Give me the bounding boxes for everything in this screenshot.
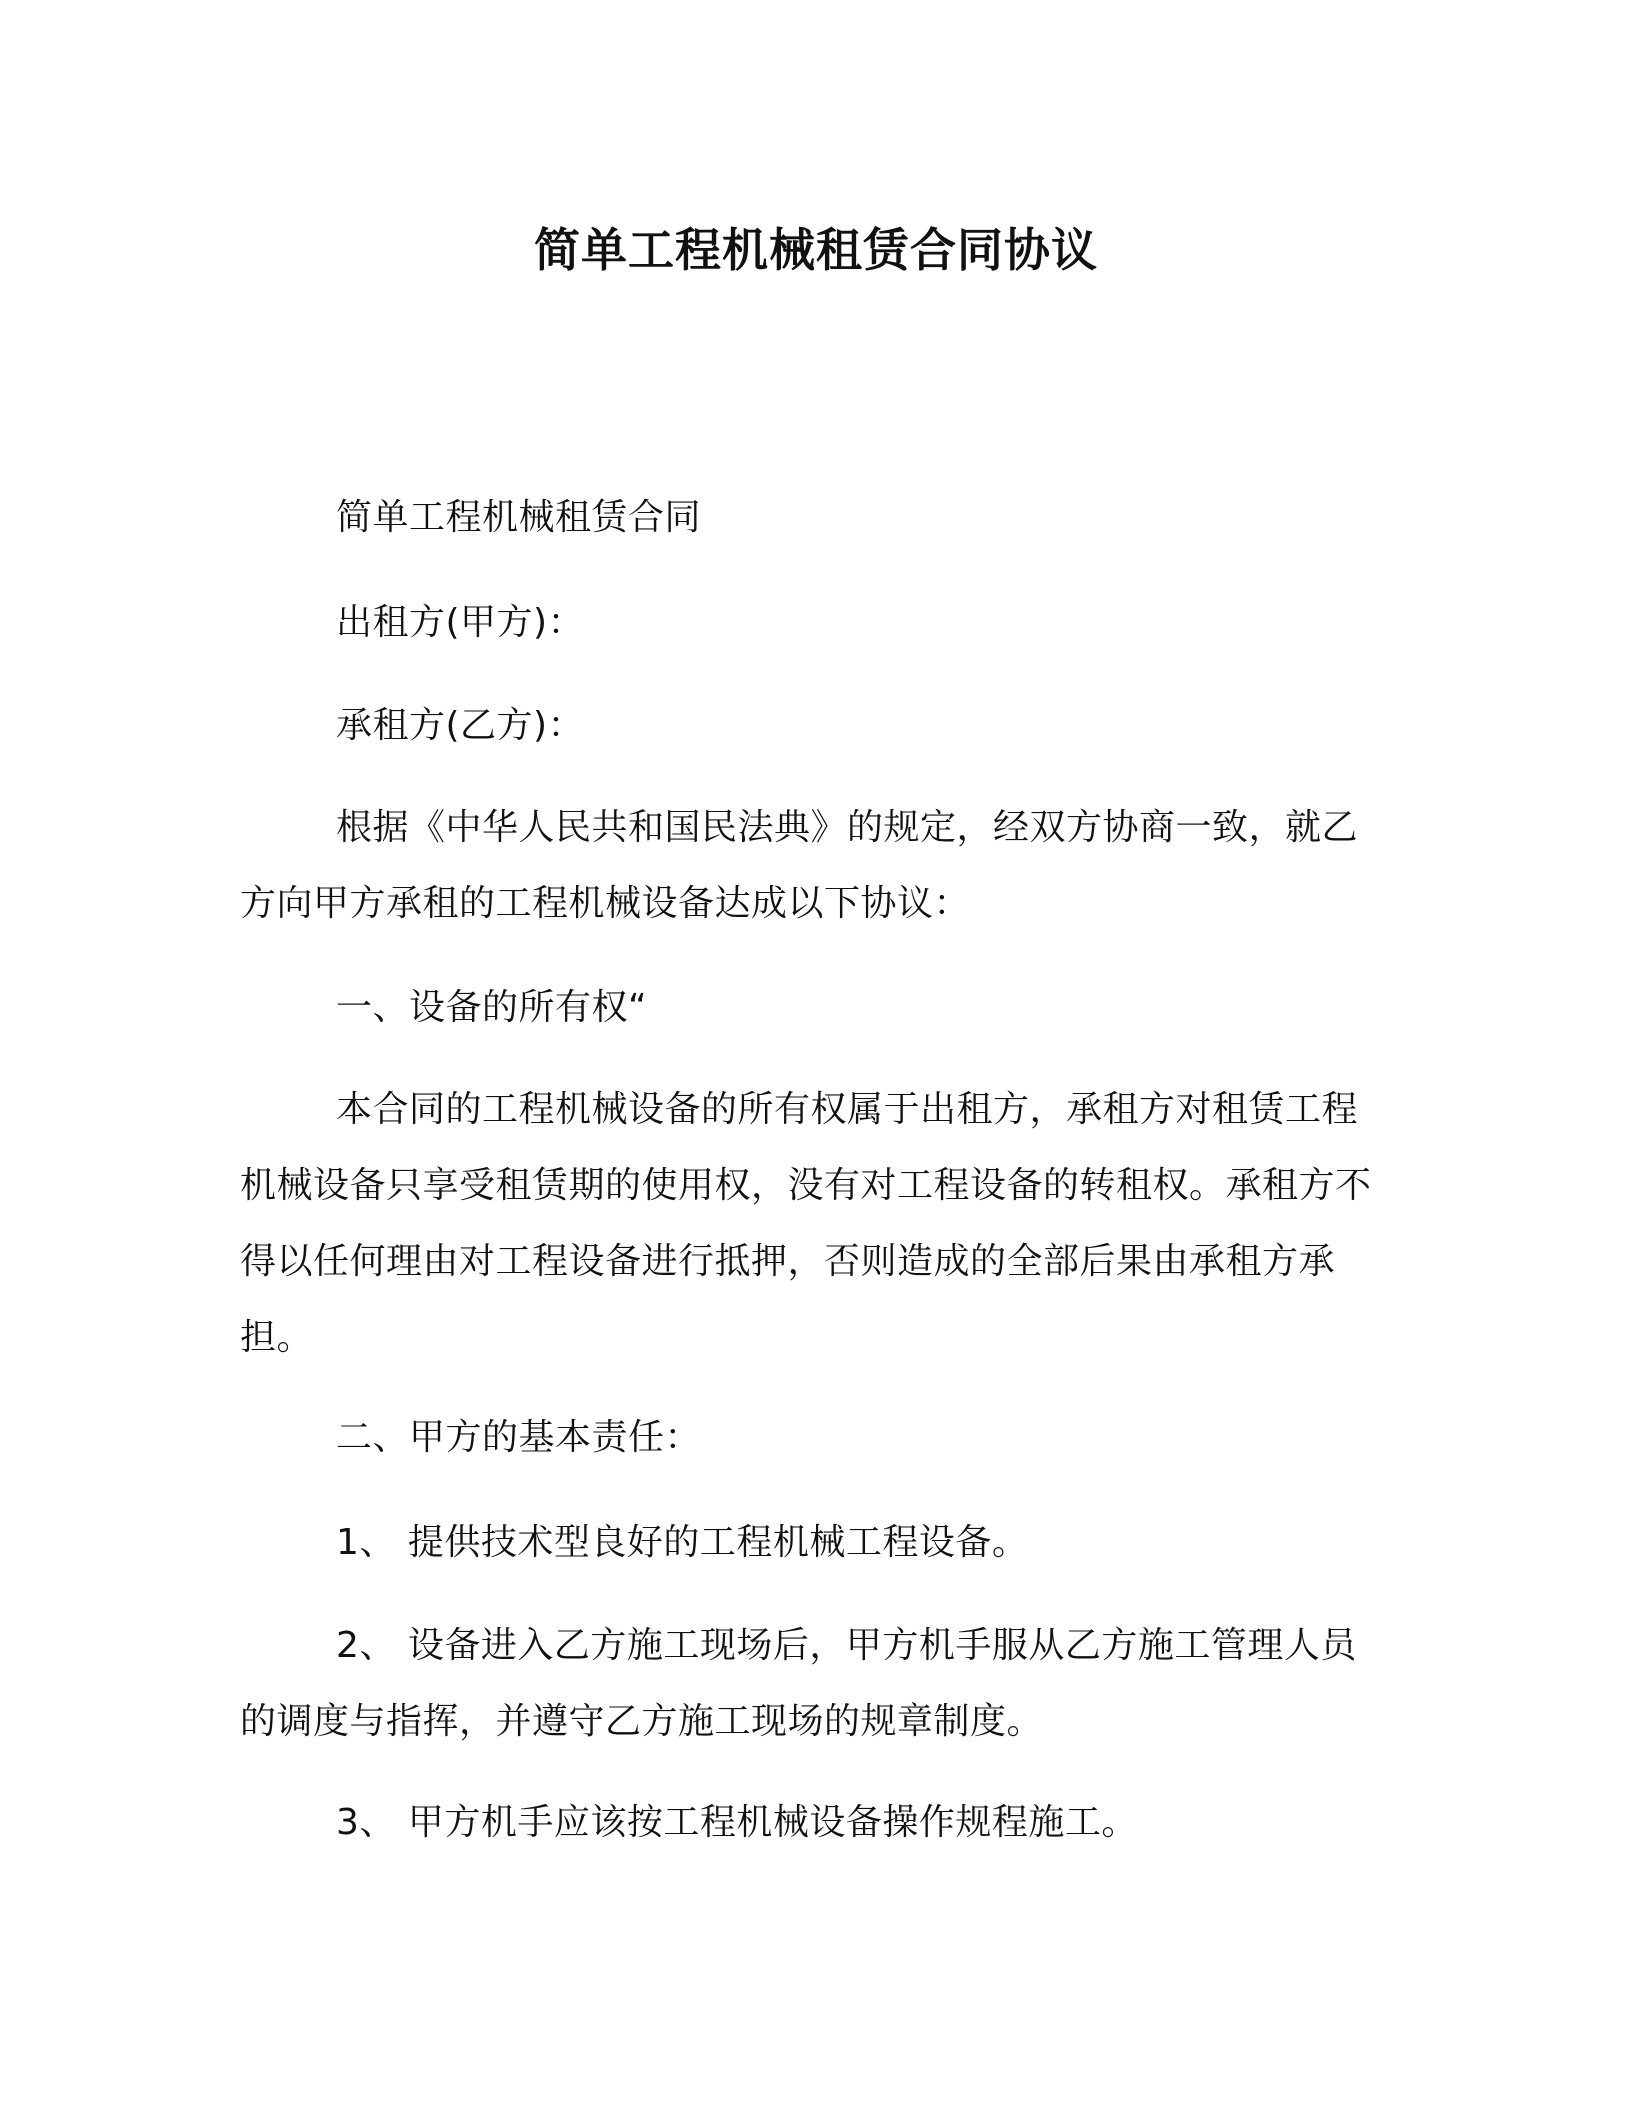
contract-name: 简单工程机械租赁合同	[336, 497, 702, 538]
section-heading-party-a: 二、甲方的基本责任：	[336, 1417, 702, 1458]
clause-1: 1、 提供技术型良好的工程机械工程设备。	[336, 1522, 1029, 1563]
section-heading-ownership: 一、设备的所有权“	[336, 987, 648, 1028]
document-title: 简单工程机械租赁合同协议	[534, 223, 1098, 277]
preamble-paragraph: 根据《中华人民共和国民法典》的规定，经双方协商一致，就乙方向甲方承租的工程机械设备达成以下协议：	[240, 807, 1359, 924]
clause-3: 3、 甲方机手应该按工程机械设备操作规程施工。	[336, 1802, 1138, 1843]
lessee-line: 承租方(乙方)：	[336, 705, 585, 746]
ownership-paragraph: 本合同的工程机械设备的所有权属于出租方，承租方对租赁工程机械设备只享受租赁期的使用权，没有对工程设备的转租权。承租方不得以任何理由对工程设备进行抵押，否则造成的全部后果由承租方承担。	[240, 1089, 1372, 1358]
lessor-line: 出租方(甲方)：	[336, 602, 585, 643]
clause-2: 2、 设备进入乙方施工现场后，甲方机手服从乙方施工管理人员的调度与指挥，并遵守乙方施工现场的规章制度。	[240, 1625, 1357, 1742]
